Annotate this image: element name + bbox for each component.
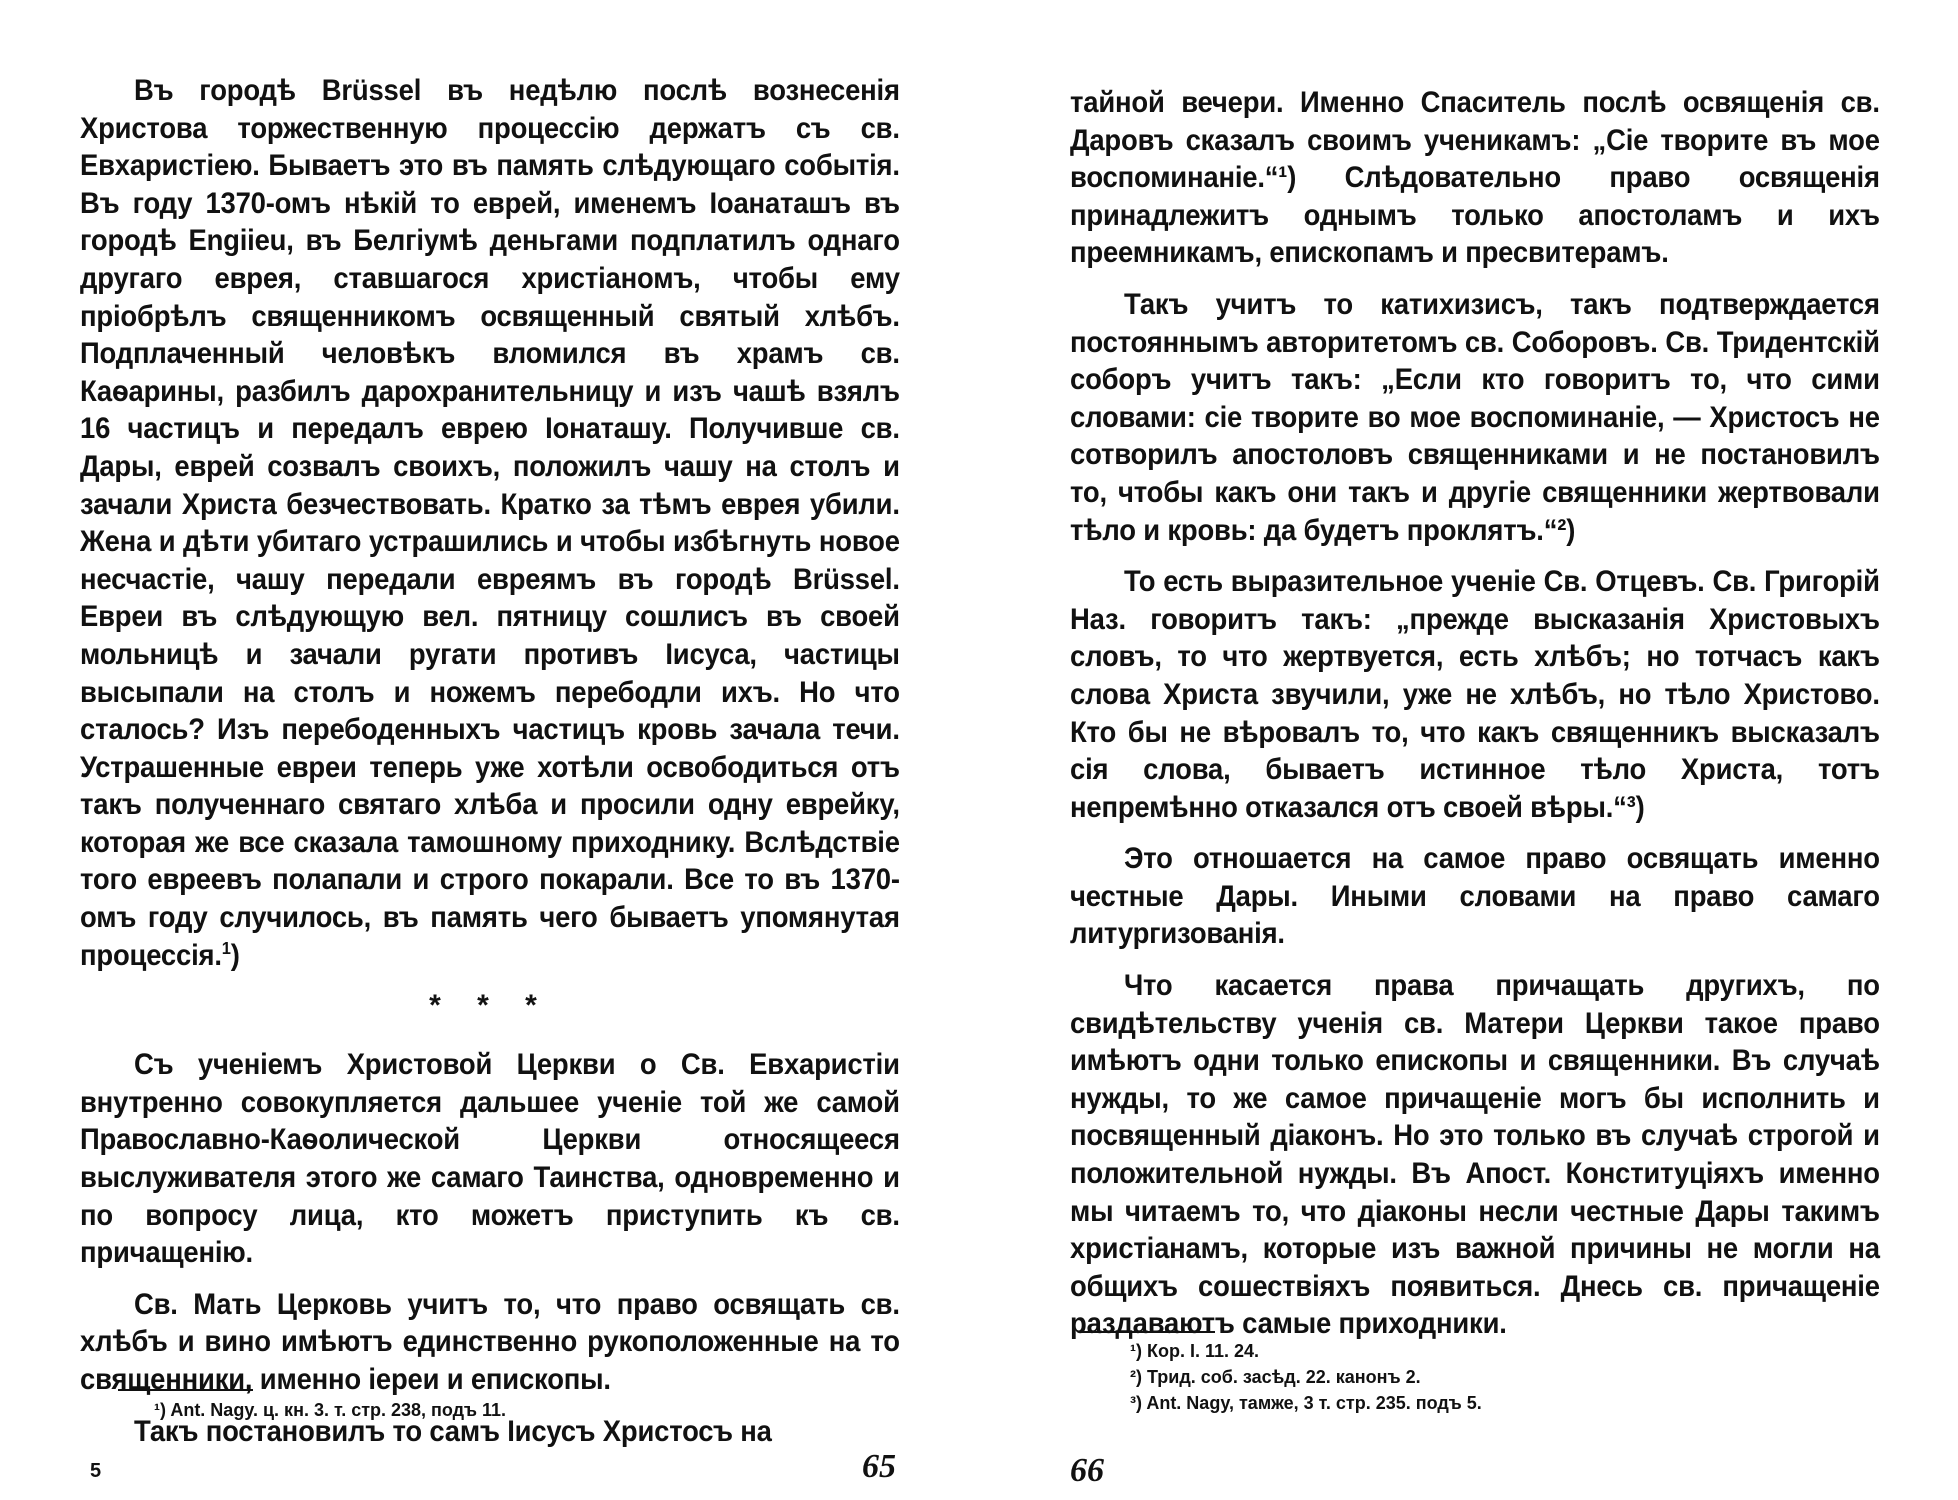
left-paragraph-3: Св. Мать Церковь учитъ то, что право освящать св. хлѣбъ и вино имѣютъ единственно рукоположенные на то священники, именно іереи и епископы.	[80, 1287, 900, 1396]
footnote-rule	[118, 1389, 253, 1391]
footnote: ³) Ant. Nagy, тамже, 3 т. стр. 235. подъ 5.	[1130, 1393, 1482, 1413]
footnote: ¹) Кор. I. 11. 24.	[1130, 1341, 1260, 1361]
footnote: ²) Трид. соб. засѣд. 22. канонъ 2.	[1130, 1367, 1421, 1387]
right-paragraph-1: тайной вечери. Именно Спаситель послѣ освященія св. Даровъ сказалъ своимъ ученикамъ: „Сіе творите въ мое воспоминаніе.“¹) Слѣдовательно право освященія принадлежитъ однымъ только апостоламъ и ихъ преемникамъ, епископамъ и пресвитерамъ.	[1070, 86, 1880, 270]
footnote-marker-1: 1	[221, 937, 231, 958]
left-paragraph-2: Съ ученіемъ Христовой Церкви о Св. Евхаристіи внутренно совокупляется дальшее ученіе той же самой Православно-Каѳолической Церкви относящееся выслуживателя этого же самаго Таинства, одновременно и по вопросу лица, кто можетъ приступить къ св. причащенію.	[80, 1048, 900, 1270]
right-page-text	[1070, 84, 1880, 1357]
footnote-marker-1-paren: )	[230, 938, 240, 972]
left-page	[80, 0, 900, 1500]
left-paragraph-4: Такъ постановилъ то самъ Іисусъ Христосъ на	[133, 1414, 772, 1448]
left-paragraph-1	[80, 72, 900, 974]
right-footnotes	[1130, 1338, 1482, 1416]
page-number-right: 66	[1070, 1452, 1104, 1489]
footnote: ¹) Ant. Nagy. ц. кн. 3. т. стр. 238, подъ 11.	[154, 1400, 507, 1420]
left-footnotes	[154, 1397, 506, 1423]
page-number-left: 65	[862, 1448, 896, 1485]
right-paragraph-2: Такъ учитъ то катихизисъ, такъ подтверждается постояннымъ авторитетомъ св. Соборовъ. Св. Тридентскій соборъ учитъ такъ: „Если кто говоритъ то, что сими словами: сіе творите во мое воспоминаніе, — Христосъ не сотворилъ апостоловъ священниками и не постановилъ то, чтобы какъ они такъ и другіе священники жертвовали тѣло и кровь: да будетъ проклятъ.“²)	[1070, 287, 1880, 547]
section-divider-stars	[80, 989, 900, 1023]
stars-text: * * *	[429, 989, 551, 1023]
footnote-rule	[1080, 1331, 1215, 1333]
signature-mark: 5	[90, 1460, 102, 1482]
left-paragraph-1-text: Въ городѣ Brüssel въ недѣлю послѣ вознесенія Христова торжественную процессію держатъ съ св. Евхаристіею. Бываетъ это въ память слѣдующаго событія. Въ году 1370-омъ нѣкій то еврей, именемъ Іоанаташъ въ городѣ Engiieu, въ Белгіумѣ деньгами подплатилъ однаго другаго еврея, ставшагося христіаномъ, чтобы ему пріобрѣлъ священникомъ освященный святый хлѣбъ. Подплаченный человѣкъ вломился въ храмъ св. Каѳарины, разбилъ дарохранительницу и изъ чашѣ взялъ 16 частицъ и передалъ еврею Іонаташу. Получивше св. Дары, еврей созвалъ своихъ, положилъ чашу на столъ и зачали Христа безчествовать. Кратко за тѣмъ еврея убили. Жена и дѣти убитаго устрашились и чтобы избѣгнуть новое несчастіе, чашу передали евреямъ въ городѣ Brüssel. Евреи въ слѣдующую вел. пятницу сошлисъ въ своей мольницѣ и зачали ругати противъ Іисуса, частицы высыпали на столъ и ножемъ перебодли ихъ. Но что сталось? Изъ перебоденныхъ частицъ кровь зачала течи. Устрашенные евреи теперь уже хотѣли освободиться отъ такъ полученнаго святаго хлѣба и просили одну еврейку, которая же все сказала тамошному приходнику. Вслѣдствіе того евреевъ полапали и строго покарали. Все то въ 1370-омъ году случилось, въ память чего бываетъ упомянутая процессія.	[80, 74, 900, 972]
right-page	[1070, 0, 1880, 1500]
left-page-text	[80, 72, 900, 1464]
right-paragraph-5: Что касается права причащать другихъ, по свидѣтельству ученія св. Матери Церкви такое право имѣютъ одни только епископы и священники. Въ случаѣ нужды, то же самое причащеніе могъ бы исполнить и посвященный діаконъ. Но это только въ случаѣ строгой и положительной нужды. Въ Апост. Конституціяхъ именно мы читаемъ то, что діаконы несли честные Дары такимъ христіанамъ, которые изъ важной причины не могли на общихъ сошествіяхъ появиться. Днесь св. причащеніе раздаваютъ самые приходники.	[1070, 969, 1880, 1341]
right-paragraph-4: Это отношается на самое право освящать именно честные Дары. Иными словами на право самаго литургизованія.	[1070, 842, 1880, 951]
right-paragraph-3: То есть выразительное ученіе Св. Отцевъ. Св. Григорій Наз. говоритъ такъ: „прежде высказанія Христовыхъ словъ, то что жертвуется, есть хлѣбъ; но тотчасъ какъ слова Христа звучили, уже не хлѣбъ, но тѣло Христово. Кто бы не вѣровалъ то, что какъ священникъ высказалъ сія слова, бываетъ истинное тѣло Христа, тотъ непремѣнно отказался отъ своей вѣры.“³)	[1070, 565, 1880, 824]
